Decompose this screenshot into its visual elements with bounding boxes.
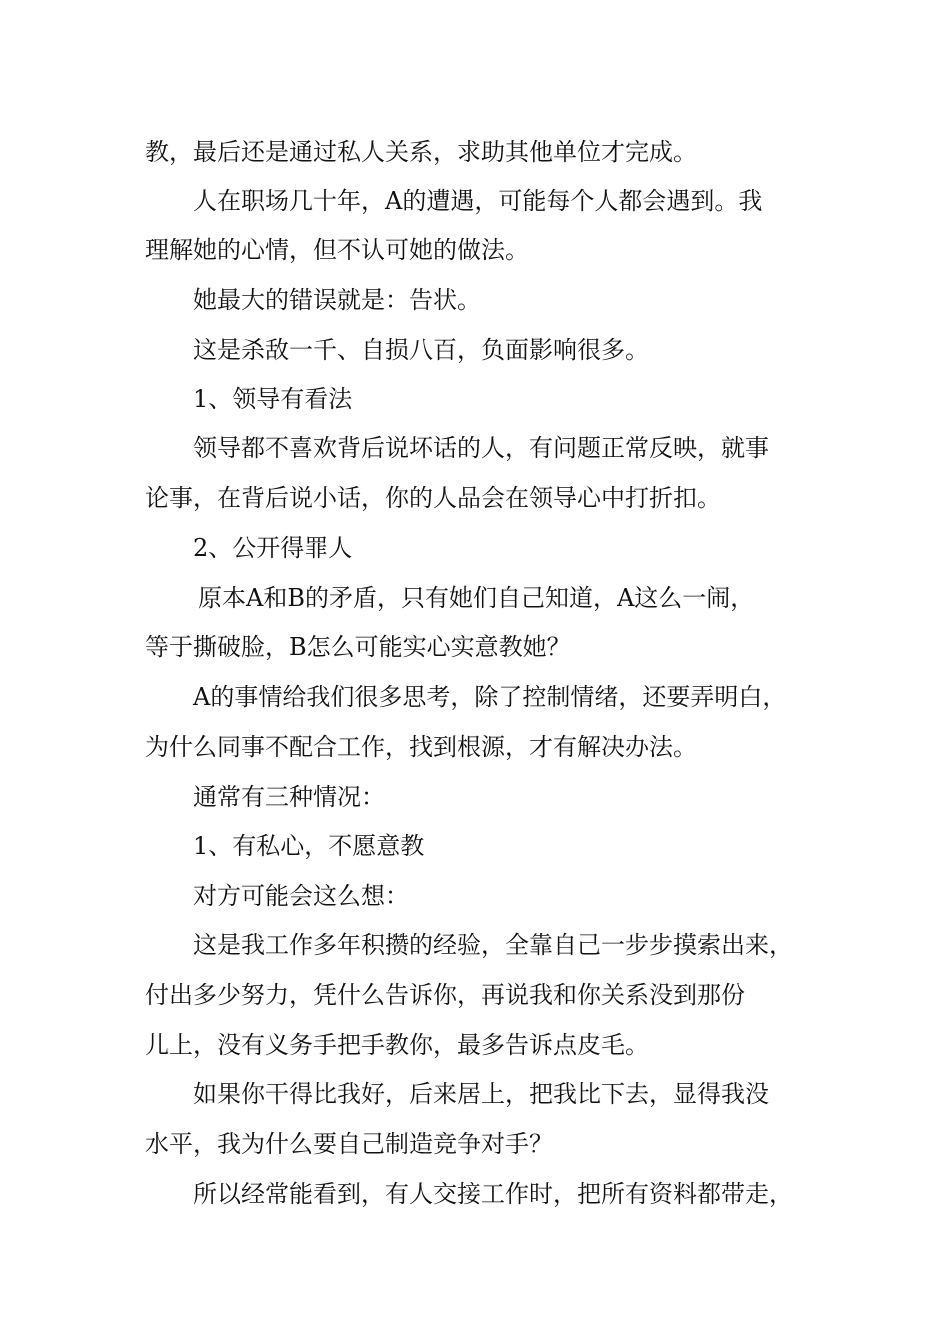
text-line-8: 论事，在背后说小话，你的人品会在领导心中打折扣。 xyxy=(145,484,721,512)
text-line-3: 理解她的心情，但不认可她的做法。 xyxy=(145,236,529,264)
text-line-20: 如果你干得比我好，后来居上，把我比下去，显得我没 xyxy=(193,1080,769,1108)
text-line-21: 水平，我为什么要自己制造竞争对手？ xyxy=(145,1130,553,1158)
text-line-12: A的事情给我们很多思考，除了控制情绪，还要弄明白， xyxy=(193,683,787,711)
text-line-11: 等于撕破脸，B怎么可能实心实意教她？ xyxy=(145,633,571,661)
text-line-16: 对方可能会这么想： xyxy=(193,882,409,910)
text-line-19: 儿上，没有义务手把手教你，最多告诉点皮毛。 xyxy=(145,1031,649,1059)
text-line-4: 她最大的错误就是：告状。 xyxy=(193,286,481,314)
text-line-2: 人在职场几十年，A的遭遇，可能每个人都会遇到。我 xyxy=(193,187,763,215)
text-line-1: 教，最后还是通过私人关系，求助其他单位才完成。 xyxy=(145,138,697,166)
text-line-7: 领导都不喜欢背后说坏话的人，有问题正常反映，就事 xyxy=(193,434,769,462)
text-line-6: 1、领导有看法 xyxy=(193,385,353,413)
text-line-15: 1、有私心，不愿意教 xyxy=(193,832,425,860)
text-line-17: 这是我工作多年积攒的经验，全靠自己一步步摸索出来， xyxy=(193,931,793,959)
text-line-14: 通常有三种情况： xyxy=(193,783,385,811)
text-line-9: 2、公开得罪人 xyxy=(193,534,353,562)
text-line-5: 这是杀敌一千、自损八百，负面影响很多。 xyxy=(193,336,649,364)
text-line-10: 原本A和B的矛盾，只有她们自己知道，A这么一闹， xyxy=(198,584,755,612)
text-line-22: 所以经常能看到，有人交接工作时，把所有资料都带走， xyxy=(193,1180,793,1208)
text-line-13: 为什么同事不配合工作，找到根源，才有解决办法。 xyxy=(145,733,697,761)
text-line-18: 付出多少努力，凭什么告诉你，再说我和你关系没到那份 xyxy=(145,981,745,1009)
